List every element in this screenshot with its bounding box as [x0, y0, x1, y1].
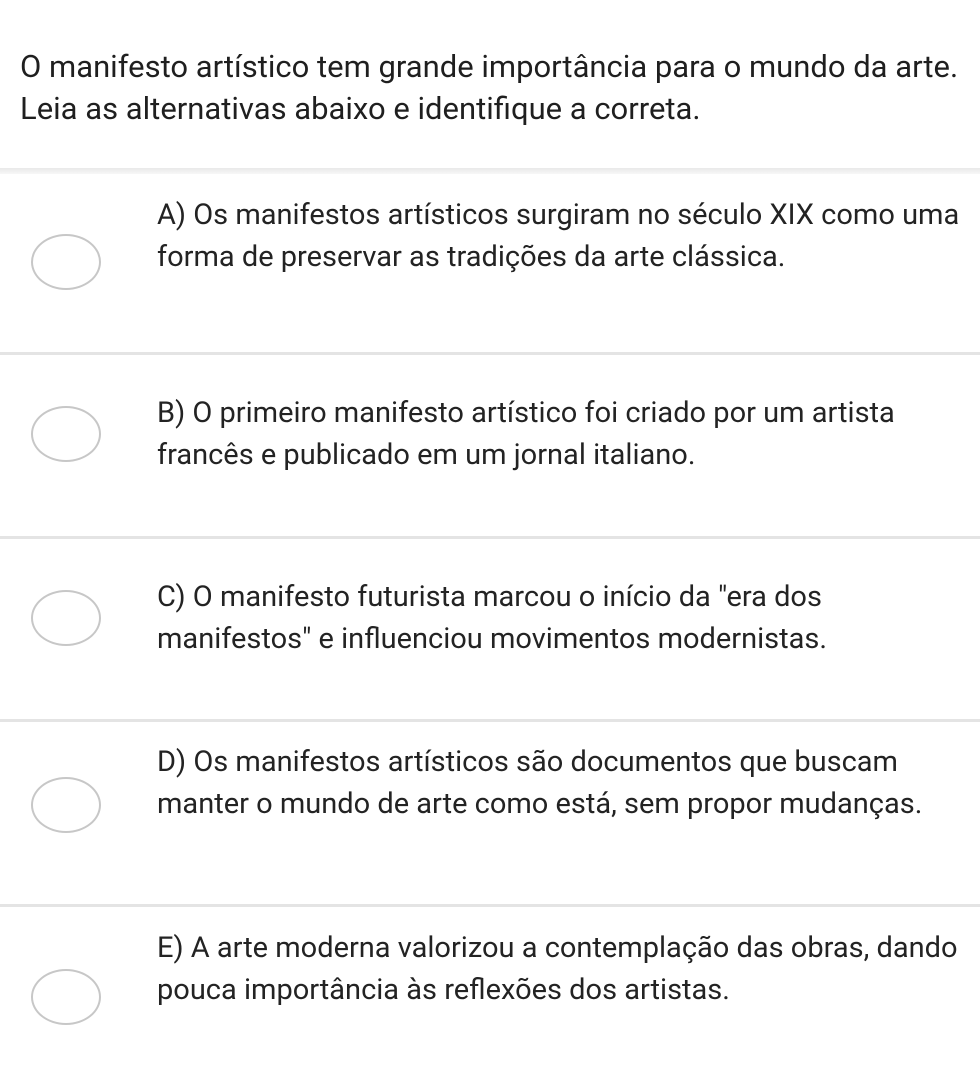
option-a[interactable] — [0, 174, 980, 354]
option-e-text: E) A arte moderna valorizou a contemplação das obras, dando pouca importância às reflexões dos artistas. — [157, 931, 958, 1007]
option-d[interactable] — [0, 722, 980, 905]
question-text: O manifesto artístico tem grande importância para o mundo da arte. Leia as alternativas abaixo e identifique a correta. — [20, 48, 959, 127]
radio-button-c[interactable] — [31, 590, 101, 646]
option-c[interactable] — [0, 539, 980, 721]
radio-button-e[interactable] — [31, 969, 101, 1025]
radio-button-d[interactable] — [31, 777, 101, 833]
option-e[interactable] — [0, 907, 980, 1070]
option-b-text: B) O primeiro manifesto artístico foi criado por um artista francês e publicado em um jornal italiano. — [157, 396, 895, 472]
option-a-text: A) Os manifestos artísticos surgiram no século XIX como uma forma de preservar as tradições da arte clássica. — [157, 198, 960, 274]
radio-button-b[interactable] — [31, 406, 101, 462]
option-d-text: D) Os manifestos artísticos são documentos que buscam manter o mundo de arte como está, sem propor mudanças. — [157, 745, 923, 821]
option-b[interactable] — [0, 355, 980, 537]
option-c-text: C) O manifesto futurista marcou o início da "era dos manifestos" e influenciou movimentos modernistas. — [157, 580, 828, 656]
radio-button-a[interactable] — [31, 234, 101, 290]
